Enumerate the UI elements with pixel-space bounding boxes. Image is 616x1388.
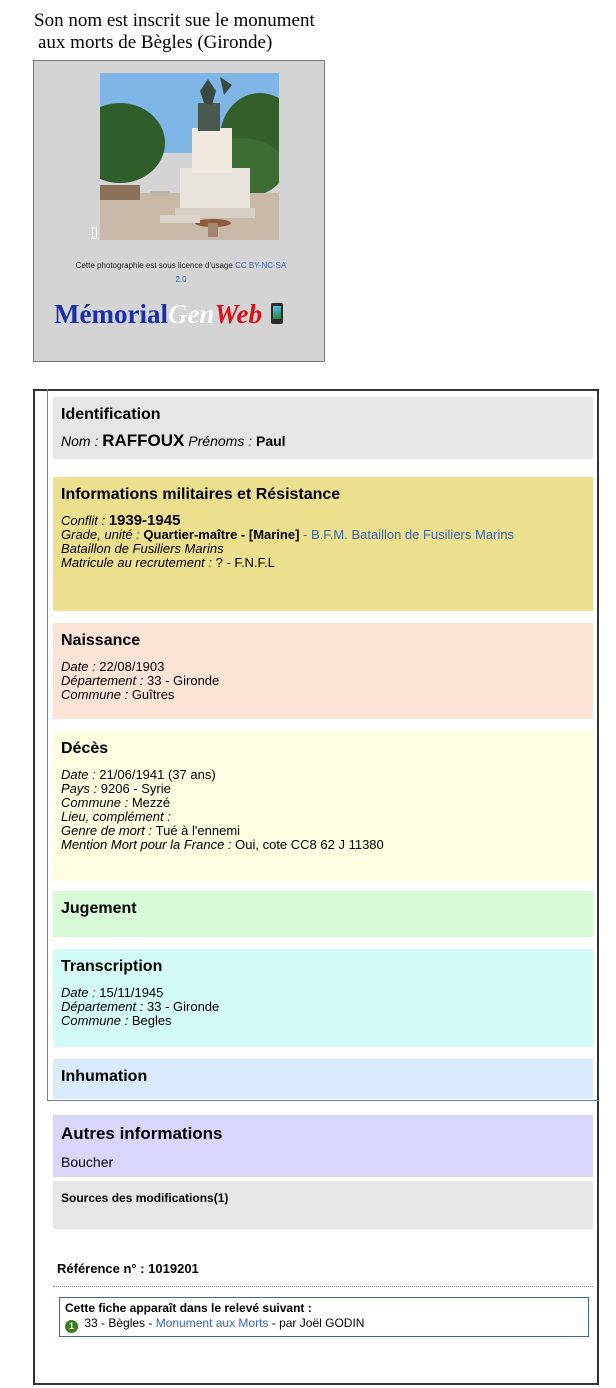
section-naissance (53, 623, 593, 719)
prenoms-label: Prénoms : (184, 433, 256, 449)
license-text: Cette photographie est sous licence d'usage (75, 261, 236, 270)
reference-number: Référence n° : 1019201 (57, 1261, 199, 1276)
commune-label: Commune : (61, 687, 132, 702)
nom-label: Nom : (61, 433, 103, 449)
record-card (33, 389, 599, 1385)
caption-line-2: aux morts de Bègles (Gironde) (38, 32, 273, 53)
section-militaire (53, 477, 593, 611)
mention-value: Oui, cote CC8 62 J 11380 (235, 837, 384, 852)
sources-title[interactable]: Sources des modifications(1) (61, 1191, 229, 1205)
grade-label: Grade, unité : (61, 527, 144, 542)
section-title: Identification (61, 406, 161, 423)
section-title: Inhumation (61, 1068, 148, 1085)
conflit-label: Conflit : (61, 513, 109, 528)
section-autres-informations (53, 1115, 593, 1177)
logo-memorial: Mémorial (54, 299, 168, 329)
dept-label: Département : (61, 999, 147, 1014)
nom-value: RAFFOUX (102, 431, 185, 450)
photo-frame (33, 60, 325, 362)
mention-label: Mention Mort pour la France : (61, 837, 236, 852)
dotted-separator (53, 1286, 593, 1287)
releve-link[interactable]: Monument aux Morts (155, 1316, 269, 1330)
dept-value: 33 - Gironde (147, 999, 220, 1014)
pays-value: 9206 - Syrie (100, 781, 171, 796)
logo-gen: Gen (167, 299, 215, 329)
matricule-label: Matricule au recrutement : (61, 555, 216, 570)
matricule-value: ? - F.N.F.L (215, 555, 275, 570)
license-notice (40, 259, 322, 287)
section-sources (53, 1181, 593, 1229)
autres-text: Boucher (61, 1154, 114, 1170)
date-value: 21/06/1941 (37 ans) (99, 767, 216, 782)
smartphone-icon (271, 303, 283, 324)
section-title: Jugement (61, 900, 137, 917)
dept-label: Département : (61, 673, 147, 688)
section-inhumation (53, 1059, 593, 1099)
photo-marker (92, 227, 97, 239)
prenoms-value: Paul (256, 433, 286, 449)
commune-label: Commune : (61, 1013, 132, 1028)
section-deces (53, 731, 593, 881)
pays-label: Pays : (61, 781, 101, 796)
releve-box (59, 1297, 589, 1337)
commune-value: Begles (131, 1013, 172, 1028)
section-title: Autres informations (61, 1124, 223, 1143)
genre-value: Tué à l'ennemi (155, 823, 241, 838)
releve-prefix: 33 - Bègles - (81, 1316, 156, 1330)
date-value: 15/11/1945 (99, 985, 164, 1000)
number-one-icon: 1 (65, 1320, 78, 1333)
date-label: Date : (61, 659, 100, 674)
section-title: Décès (61, 740, 109, 757)
monument-photo[interactable] (100, 73, 279, 240)
section-identification (53, 397, 593, 459)
card-divider-horizontal (47, 1100, 599, 1101)
date-label: Date : (61, 985, 100, 1000)
lieu-label: Lieu, complément : (61, 809, 171, 824)
genre-label: Genre de mort : (61, 823, 156, 838)
releve-title: Cette fiche apparaît dans le relevé suivant : (65, 1301, 312, 1315)
card-divider-vertical (47, 389, 48, 1101)
date-label: Date : (61, 767, 100, 782)
section-title: Naissance (61, 632, 141, 649)
logo-web: Web (214, 299, 262, 329)
grade-value: Quartier-maître - [Marine] (143, 527, 300, 542)
section-jugement (53, 891, 593, 937)
unite-link[interactable]: - B.F.M. Bataillon de Fusiliers Marins (299, 527, 515, 542)
license-link[interactable]: CC BY-NC-SA (235, 261, 287, 270)
section-title: Informations militaires et Résistance (61, 486, 341, 503)
commune-label: Commune : (61, 795, 132, 810)
section-transcription (53, 949, 593, 1047)
license-version[interactable]: 2.0 (175, 275, 187, 284)
caption-line-1: Son nom est inscrit sue le monument (34, 10, 315, 31)
releve-suffix: - par Joël GODIN (268, 1316, 365, 1330)
conflit-value: 1939-1945 (108, 512, 181, 529)
section-title: Transcription (61, 958, 163, 975)
memorialgenweb-logo[interactable] (54, 299, 316, 343)
page-caption (34, 10, 394, 54)
commune-value: Guîtres (131, 687, 175, 702)
commune-value: Mezzé (131, 795, 171, 810)
date-value: 22/08/1903 (99, 659, 165, 674)
dept-value: 33 - Gironde (147, 673, 220, 688)
unite-detail: Bataillon de Fusiliers Marins (61, 541, 224, 556)
